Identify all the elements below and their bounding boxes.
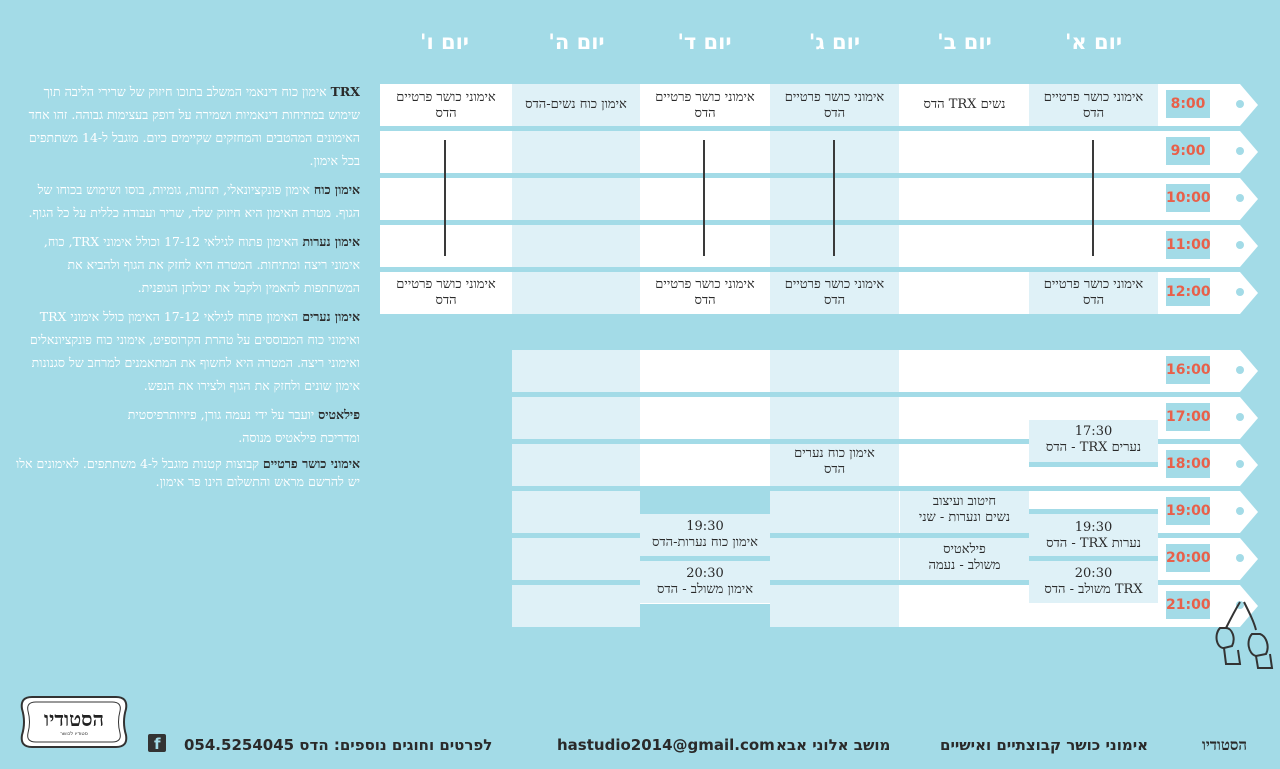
time-label: 11:00 [1166,231,1210,259]
row-gap [380,220,1158,225]
day-header-e: יום ה' [548,30,605,54]
time-label: 8:00 [1166,90,1210,118]
desc-private: אימוני כושר פרטיים קבוצות קטנות מוגבל ל-4 משתתפים. לאימונים אלו יש להרשם מראש והתשלום הינו פר אימון. [16,456,360,489]
cell-d-1930: 19:30 אימון כוח נערות-הדס [652,519,758,550]
time-tag [1158,444,1258,484]
cell-a-1730: 17:30 נערים TRX - הדס [1045,424,1142,455]
time-dot-icon [1236,554,1244,562]
time-tag [1158,84,1258,124]
row-gap [1029,462,1158,467]
row-gap [1029,556,1158,561]
cell-e-8: אימון כוח נשים-הדס [525,97,627,112]
cell-c-18: אימון כוח נערים הדס [794,446,875,477]
time-label: 19:00 [1166,497,1210,525]
row-gap [512,439,1029,444]
row-gap [380,173,1158,178]
continue-line-c [833,140,835,256]
cell-b-8: נשים TRX הדס [923,97,1006,112]
shade-col-e-morning [512,84,640,314]
logo-text: הסטודיו [43,707,105,731]
footer-email[interactable]: hastudio2014@gmail.com [557,736,775,754]
footer-contact: לפרטים וחוגים נוספים: הדס 054.5254045 [184,736,493,754]
day-header-c: יום ג' [808,30,861,54]
time-dot-icon [1236,507,1244,515]
time-label: 18:00 [1166,450,1210,478]
description-panel [12,80,360,491]
time-label: 12:00 [1166,278,1210,306]
time-dot-icon [1236,241,1244,249]
time-label: 16:00 [1166,356,1210,384]
time-label: 21:00 [1166,591,1210,619]
footer-location: מושב אלוני אבא [776,736,891,754]
cell-a-12: אימוני כושר פרטיים הדס [1043,277,1144,308]
cell-f-8: אימוני כושר פרטיים הדס [396,90,496,121]
time-tag [1158,225,1258,265]
cell-b-19: חיטוב ועיצוב נשים ונערות - שני [918,494,1011,525]
desc-boys: אימון נערים האימון פתוח לגילאי 17-12 האימון כולל אימוני TRX ואימוני כוח המבוססים על טהרת הקרוספיט, אימוני כוח פונקציונאלים ואימוני ריצה. המטרה היא לחשוף את המתאמנים למרחב של סגנונות אימון שונים ולחזק את הגוף ולצירו את הנפש. [29,309,360,393]
facebook-icon[interactable]: f [148,734,166,752]
time-dot-icon [1236,100,1244,108]
cell-b-20: פילאטיס משולב - נעמה [928,542,1001,573]
time-tag [1158,178,1258,218]
cell-a-8: אימוני כושר פרטיים הדס [1043,90,1144,121]
row-1100 [380,225,1158,267]
day-header-f: יום ו' [420,30,469,54]
desc-strength: אימון כוח אימון פונקציונאלי, תחנות, גומיות, בוסו ושימוש בכוחו של הגוף. מטרת האימון היא חיזוק שלד, שריר ועבודה כללית על כל הגוף. [28,182,360,220]
time-dot-icon [1236,288,1244,296]
row-gap [380,267,1158,272]
time-dot-icon [1236,194,1244,202]
row-1000 [380,178,1158,220]
time-label: 20:00 [1166,544,1210,572]
row-900 [380,131,1158,173]
row-gap [380,126,1158,131]
continue-line-a [1092,140,1094,256]
desc-girls: אימון נערות האימון פתוח לגילאי 17-12 וכולל אימוני TRX, כוח, אימוני ריצה ומתיחות. המטרה היא לחזק את הגוף ולהביא את המשתתפות להאמין ולקבל את יכולתן הגופנית. [43,234,360,295]
time-label: 10:00 [1166,184,1210,212]
cell-a-2030: 20:30 TRX משולב - הדס [1044,566,1143,597]
time-dot-icon [1236,147,1244,155]
row-gap [640,556,770,561]
block-col-d-19 [640,491,770,514]
logo-subtext: סטודיו לכושר [60,731,88,737]
row-gap [512,392,1158,397]
time-tag [1158,350,1258,390]
time-tag [1158,131,1258,171]
block-col-d-21 [640,604,770,627]
time-dot-icon [1236,366,1244,374]
cell-c-8: אימוני כושר פרטיים הדס [784,90,885,121]
time-label: 17:00 [1166,403,1210,431]
desc-pilates: פילאטיס יועבר על ידי נעמה גורן, פיזיותרפיסטית ומדריכת פילאטיס מנוסה. [127,407,360,445]
continue-line-d [703,140,705,256]
time-dot-icon [1236,460,1244,468]
row-gap [1029,509,1158,514]
row-gap [512,580,640,585]
time-tag [1158,272,1258,312]
row-gap [512,486,1158,491]
cell-d-8: אימוני כושר פרטיים הדס [655,90,755,121]
cell-d-12: אימוני כושר פרטיים הדס [655,277,755,308]
footer-brand: הסטודיו [1202,736,1248,754]
time-tag [1158,538,1258,578]
day-header-a: יום א' [1064,30,1123,54]
cell-c-12: אימוני כושר פרטיים הדס [784,277,885,308]
time-label: 9:00 [1166,137,1210,165]
desc-trx: TRX אימון כוח דינאמי המשלב בתוכו חיזוק של שרירי הליבה תוך שימוש במתיחות דינאמיות ושמירה על דופק בעצימות גבוהה. זהו אחד האימונים המהטבים והמחזקים שקיימים כיום. מוגבל ל-14 משתתפים בכל אימון. [28,84,360,168]
row-gap [770,580,1029,585]
time-tag [1158,491,1258,531]
cell-d-2030: 20:30 אימון משולב - הדס [656,566,754,597]
day-header-d: יום ד' [677,30,732,54]
row-gap [512,533,640,538]
time-dot-icon [1236,413,1244,421]
day-header-b: יום ב' [937,30,992,54]
footer-tagline: אימוני כושר קבוצתיים ואישיים [940,736,1149,754]
continue-line-f [444,140,446,256]
row-gap [770,533,1029,538]
cell-f-12: אימוני כושר פרטיים הדס [396,277,496,308]
time-tag [1158,397,1258,437]
cell-a-1930: 19:30 נערות TRX - הדס [1046,520,1141,551]
trx-handles-icon [1210,598,1276,670]
logo [18,693,130,751]
